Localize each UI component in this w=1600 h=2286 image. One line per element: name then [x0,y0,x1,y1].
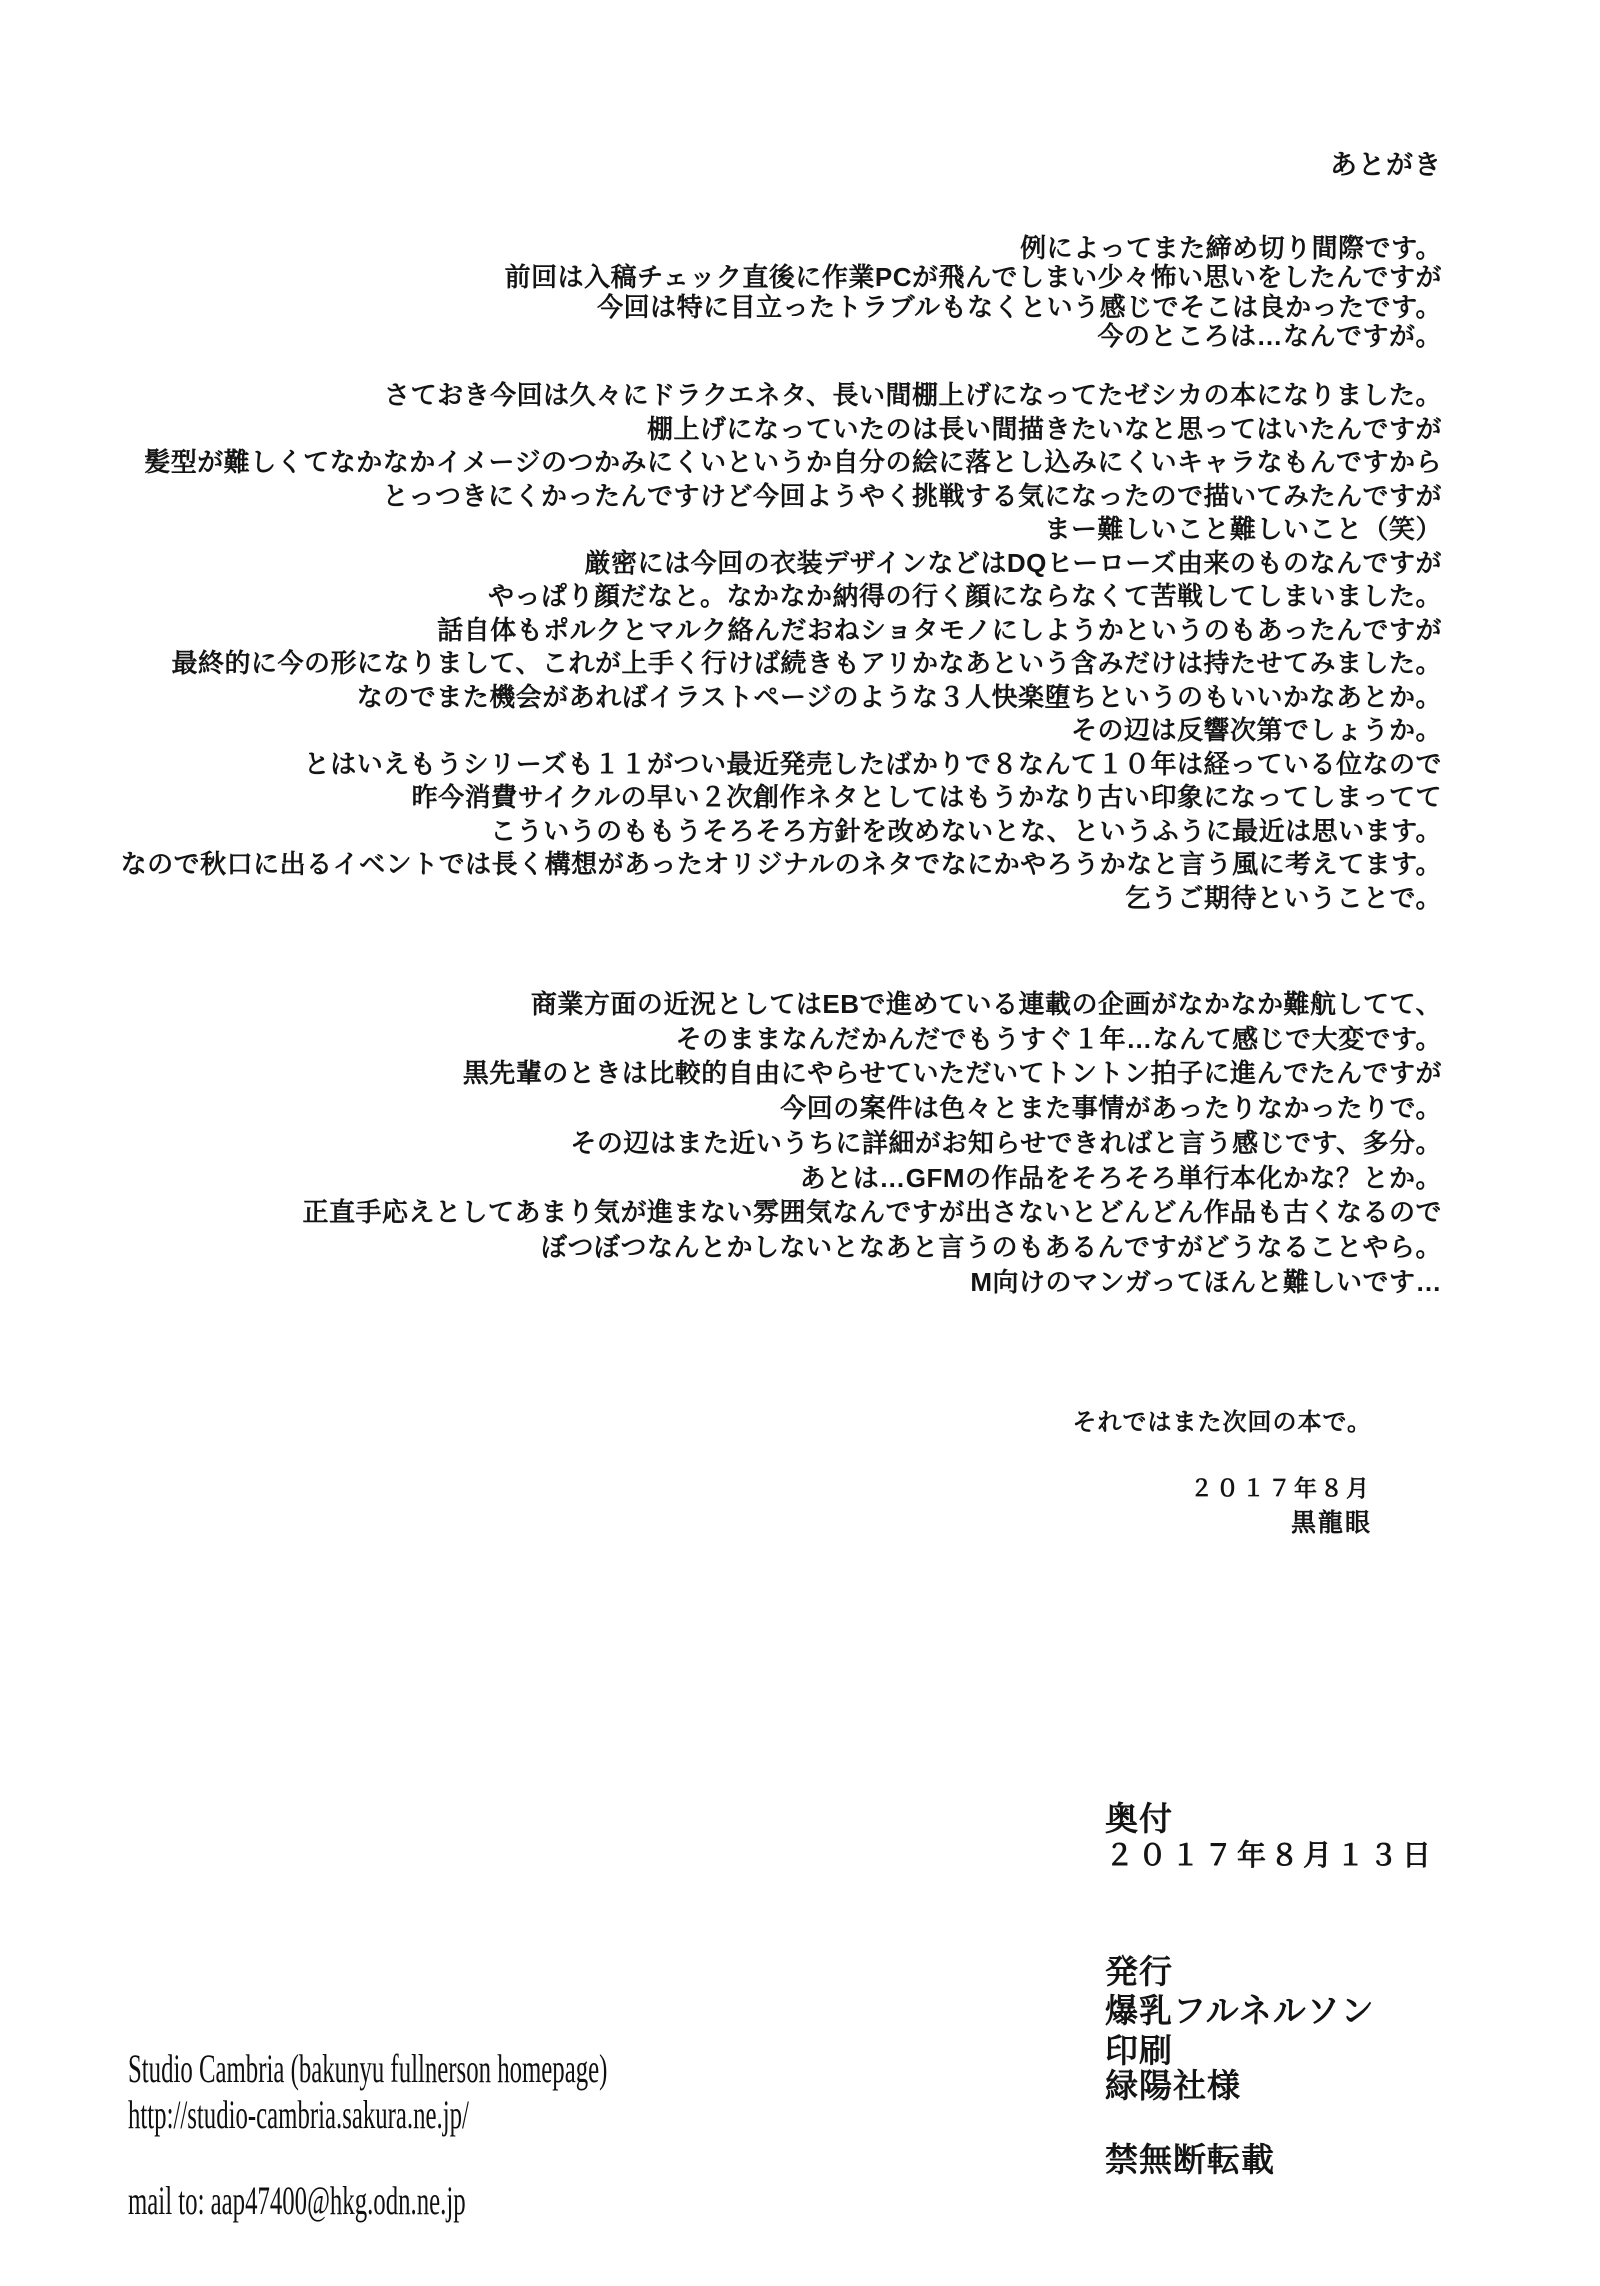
text-line: M向けのマンガってほんと難しいです… [970,1266,1442,1297]
text-line: 例によってまた締め切り間際です。 [1020,233,1442,263]
homepage-url: http://studio-cambria.sakura.ne.jp/ [128,2092,469,2137]
text-line: その辺はまた近いうちに詳細がお知らせできればと言う感じです、多分。 [570,1127,1442,1158]
text-line: 今回は特に目立ったトラブルもなくという感じでそこは良かったです。 [597,291,1442,322]
contact-email: mail to: aap47400@hkg.odn.ne.jp [128,2178,466,2223]
text-line: 髪型が難しくてなかなかイメージのつかみにくいというか自分の絵に落とし込みにくいキャラなもんですから [144,447,1442,477]
text-line: とっつきにくかったんですけど今回ようやく挑戦する気になったので描いてみたんですが [382,480,1442,511]
printer-name: 緑陽社様 [1105,2067,1241,2104]
no-reprint-notice: 禁無断転載 [1105,2141,1275,2178]
text-line: 今のところは…なんですが。 [1097,321,1442,352]
text-line: ぼつぼつなんとかしないとなあと言うのもあるんですがどうなることやら。 [540,1231,1442,1262]
text-line: 話自体もポルクとマルク絡んだおねショタモノにしようかというのもあったんですが [437,614,1442,645]
afterword-paragraph-1 [40,234,1442,352]
page-title: あとがき [1330,150,1442,180]
publisher-label: 発行 [1105,1953,1173,1990]
text-line: こういうのももうそろそろ方針を改めないとな、というふうに最近は思います。 [490,815,1442,846]
text-line: 最終的に今の形になりまして、これが上手く行けば続きもアリかなあという含みだけは持たせてみました。 [171,648,1442,678]
text-line: そのままなんだかんだでもうすぐ１年…なんて感じで大変です。 [675,1023,1442,1054]
text-line: まー難しいこと難しいこと（笑） [1044,514,1442,544]
text-line: とはいえもうシリーズも１１がつい最近発売したばかりで８なんて１０年は経っている位なので [303,748,1442,779]
closing-line: それではまた次回の本で。 [1072,1409,1372,1436]
text-line: その辺は反響次第でしょうか。 [1070,715,1442,745]
studio-homepage-label: Studio Cambria (bakunyu fullnerson homepage) [128,2046,608,2091]
publisher-name: 爆乳フルネルソン [1105,1992,1375,2029]
text-line: 黒先輩のときは比較的自由にやらせていただいてトントン拍子に進んでたんですが [462,1058,1442,1089]
text-line: 乞うご期待ということで。 [1124,882,1442,913]
text-line: あとは…GFMの作品をそろそろ単行本化かな？とか。 [799,1162,1442,1193]
text-line: 正直手応えとしてあまり気が進まない雰囲気なんですが出さないとどんどん作品も古くなるので [302,1197,1442,1228]
signature-date: ２０１７年８月 [1190,1476,1372,1501]
text-line: 今回の案件は色々とまた事情があったりなかったりで。 [780,1093,1442,1124]
printer-label: 印刷 [1105,2032,1173,2069]
text-line: 前回は入稿チェック直後に作業PCが飛んでしまい少々怖い思いをしたんですが [504,262,1442,293]
text-line: 厳密には今回の衣装デザインなどはDQヒーローズ由来のものなんですが [584,547,1442,578]
publish-date: ２０１７年８月１３日 [1105,1840,1436,1872]
text-line: 棚上げになっていたのは長い間描きたいなと思ってはいたんですが [646,413,1442,444]
text-line: 昨今消費サイクルの早い２次創作ネタとしてはもうかなり古い印象になってしまってて [411,782,1442,812]
text-line: やっぱり顔だなと。なかなか納得の行く顔にならなくて苦戦してしまいました。 [487,581,1442,611]
text-line: さておき今回は久々にドラクエネタ、長い間棚上げになってたゼシカの本になりました。 [384,380,1442,410]
author-name: 黒龍眼 [1290,1509,1372,1537]
text-line: なのでまた機会があればイラストページのような３人快楽堕ちというのもいいかなあとか。 [356,681,1442,712]
text-line: 商業方面の近況としてはEBで進めている連載の企画がなかなか難航してて、 [530,989,1442,1019]
afterword-paragraph-2 [40,379,1442,915]
afterword-paragraph-3 [40,987,1442,1299]
text-line: なので秋口に出るイベントでは長く構想があったオリジナルのネタでなにかやろうかなと言う風に考えてます。 [120,849,1442,879]
colophon-heading: 奥付 [1105,1800,1173,1837]
